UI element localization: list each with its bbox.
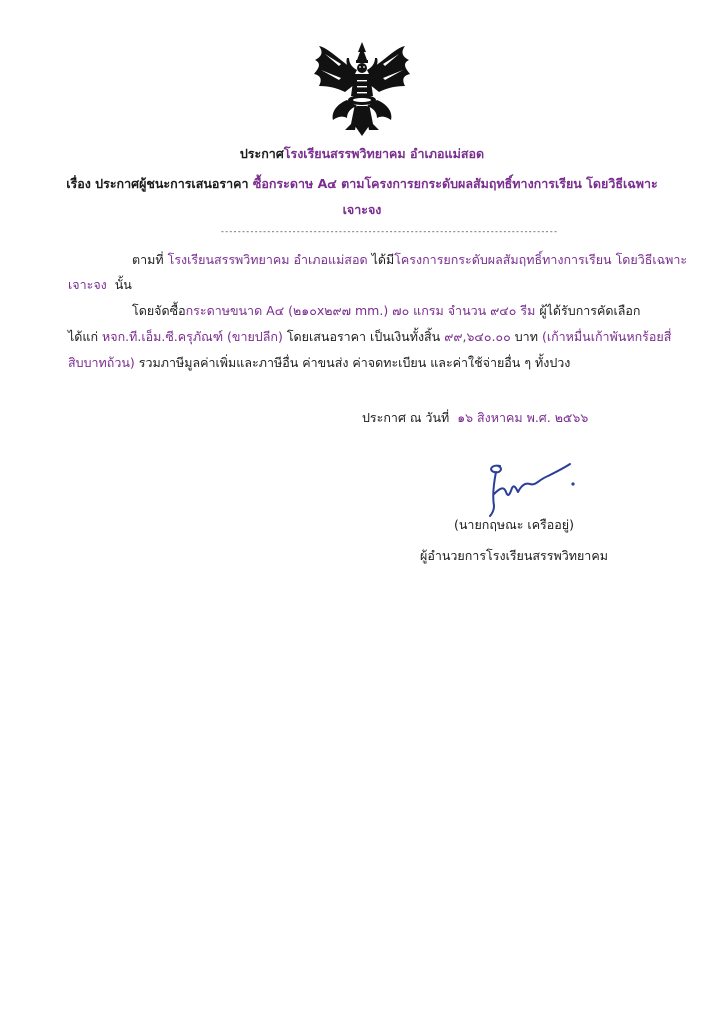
p1-project: โครงการยกระดับผลสัมฤทธิ์ทางการเรียน โดยวิธีเฉพาะ (394, 252, 688, 267)
announce-date: ๑๖ สิงหาคม พ.ศ. ๒๕๖๖ (457, 410, 589, 425)
handwritten-signature (478, 458, 578, 518)
paragraph-2-line-1 (132, 302, 640, 320)
p1-organization: โรงเรียนสรรพวิทยาคม อำเภอแม่สอด (167, 252, 368, 267)
p2-item: กระดาษขนาด A๔ (๒๑๐x๒๙๗ mm.) ๗๐ แกรม จำนวน ๙๔๐ รีม (185, 303, 536, 318)
subject-continued: เจาะจง (342, 202, 382, 217)
p3-amount: ๙๙,๖๔๐.๐๐ (444, 329, 511, 344)
header-line-2 (0, 175, 724, 193)
paragraph-2-line-3 (68, 354, 570, 372)
p2-suffix: ผู้ได้รับการคัดเลือก (539, 303, 641, 318)
paragraph-1-line-2 (68, 276, 132, 294)
p1-prefix: ตามที่ (132, 252, 164, 267)
signer-position: ผู้อำนวยการโรงเรียนสรรพวิทยาคม (420, 548, 608, 563)
signer-name: (นายกฤษณะ เครืออยู่) (454, 517, 574, 532)
p1-suffix: นั้น (114, 277, 132, 292)
separator-line: -------------------------------------------------------------------------------- (220, 227, 558, 236)
p3-vendor: หจก.ที.เอ็ม.ซี.ครุภัณฑ์ (ขายปลีก) (102, 329, 283, 344)
header-prefix: ประกาศ (239, 146, 284, 161)
header-organization: โรงเรียนสรรพวิทยาคม อำเภอแม่สอด (283, 146, 485, 161)
p1-mid: ได้มี (371, 252, 395, 267)
subject-text: ซื้อกระดาษ A๔ ตามโครงการยกระดับผลสัมฤทธิ์ทางการเรียน โดยวิธีเฉพาะ (252, 176, 658, 191)
p3-unit: บาท (514, 329, 538, 344)
garuda-emblem-icon (311, 40, 413, 142)
header-line-1 (0, 145, 724, 163)
p3-prefix: ได้แก่ (68, 329, 99, 344)
p3-amount-words: (เก้าหมื่นเก้าพันหกร้อยสี่ (541, 329, 672, 344)
p1-project-continued: เจาะจง (68, 277, 107, 292)
subject-prefix: เรื่อง ประกาศผู้ชนะการเสนอราคา (66, 176, 249, 191)
announce-prefix: ประกาศ ณ วันที่ (362, 410, 450, 425)
announce-date-line (362, 409, 588, 427)
paragraph-2-line-2 (68, 328, 671, 346)
p4-suffix: รวมภาษีมูลค่าเพิ่มและภาษีอื่น ค่าขนส่ง ค่าจดทะเบียน และค่าใช้จ่ายอื่น ๆ ทั้งปวง (138, 355, 571, 370)
p4-amount-words: สิบบาทถ้วน) (68, 355, 135, 370)
paragraph-1-line-1 (132, 251, 687, 269)
p2-prefix: โดยจัดซื้อ (132, 303, 186, 318)
p3-mid: โดยเสนอราคา เป็นเงินทั้งสิ้น (286, 329, 441, 344)
